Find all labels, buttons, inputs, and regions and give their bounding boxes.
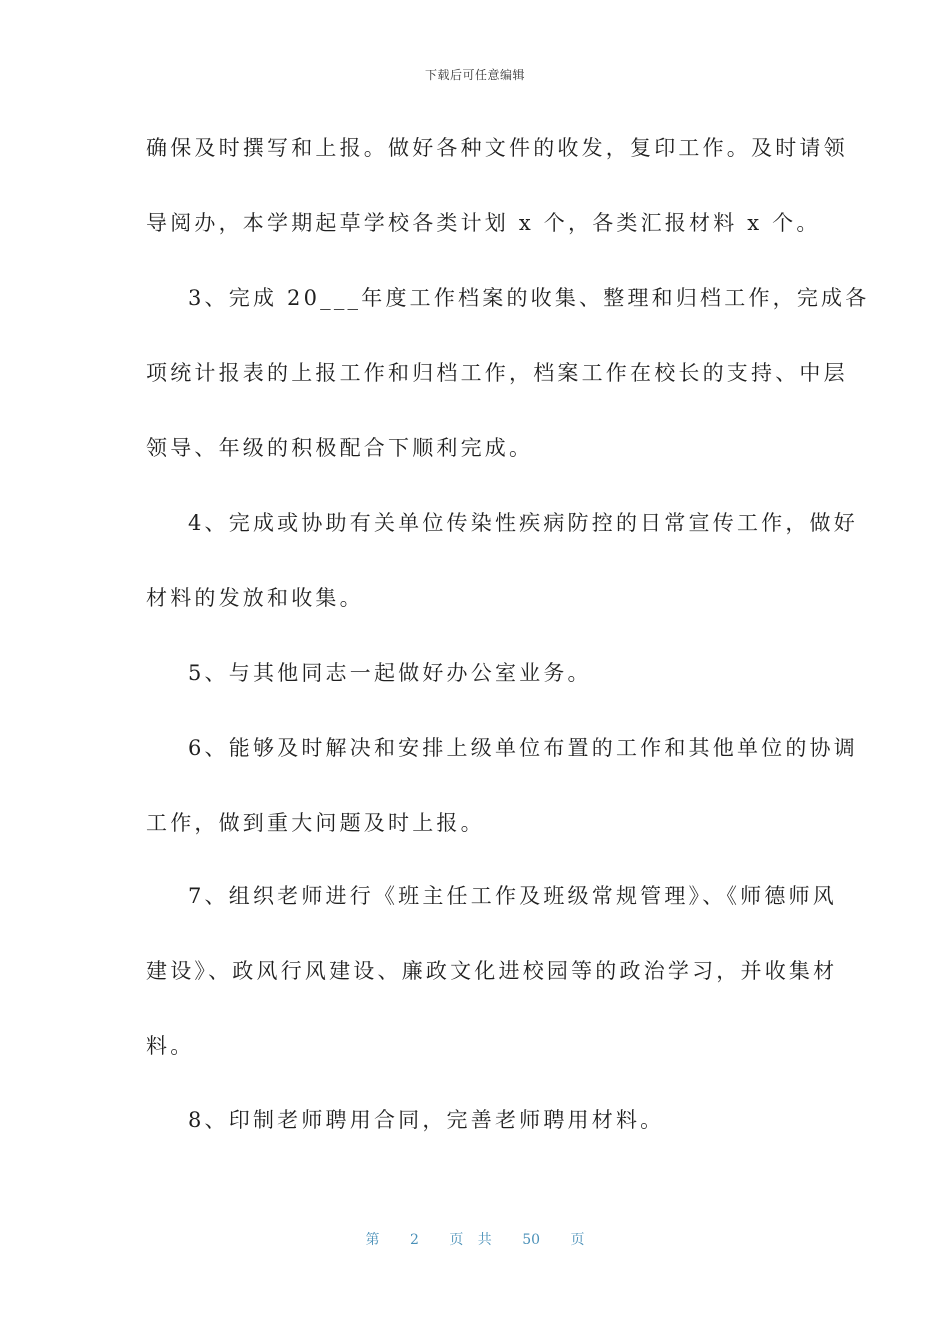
body-line: 建设》、政风行风建设、廉政文化进校园等的政治学习，并收集材 (146, 959, 838, 983)
body-line: 确保及时撰写和上报。做好各种文件的收发，复印工作。及时请领 (146, 136, 848, 160)
body-line: 材料的发放和收集。 (146, 586, 364, 610)
body-line: 导阅办，本学期起草学校各类计划 x 个，各类汇报材料 x 个。 (146, 211, 821, 235)
body-line: 6、能够及时解决和安排上级单位布置的工作和其他单位的协调 (188, 736, 858, 760)
footer-page-number: 2 (409, 1232, 419, 1248)
body-line: 3、完成 20___年度工作档案的收集、整理和归档工作，完成各 (188, 286, 870, 310)
body-line: 领导、年级的积极配合下顺利完成。 (146, 436, 534, 460)
body-line: 项统计报表的上报工作和归档工作，档案工作在校长的支持、中层 (146, 361, 848, 385)
body-line: 工作，做到重大问题及时上报。 (146, 811, 485, 835)
body-line: 8、印制老师聘用合同，完善老师聘用材料。 (188, 1108, 665, 1132)
body-line: 7、组织老师进行《班主任工作及班级常规管理》、《师德师风 (188, 884, 837, 908)
body-line: 4、完成或协助有关单位传染性疾病防控的日常宣传工作，做好 (188, 511, 858, 535)
body-line: 料。 (146, 1034, 195, 1058)
footer-middle: 页 共 (449, 1232, 492, 1248)
footer-suffix: 页 (570, 1232, 585, 1248)
footer-total-pages: 50 (522, 1232, 541, 1248)
body-line: 5、与其他同志一起做好办公室业务。 (188, 661, 592, 685)
footer-prefix: 第 (365, 1232, 380, 1248)
page-header: 下载后可任意编辑 (424, 68, 525, 82)
page-footer (0, 1229, 950, 1249)
